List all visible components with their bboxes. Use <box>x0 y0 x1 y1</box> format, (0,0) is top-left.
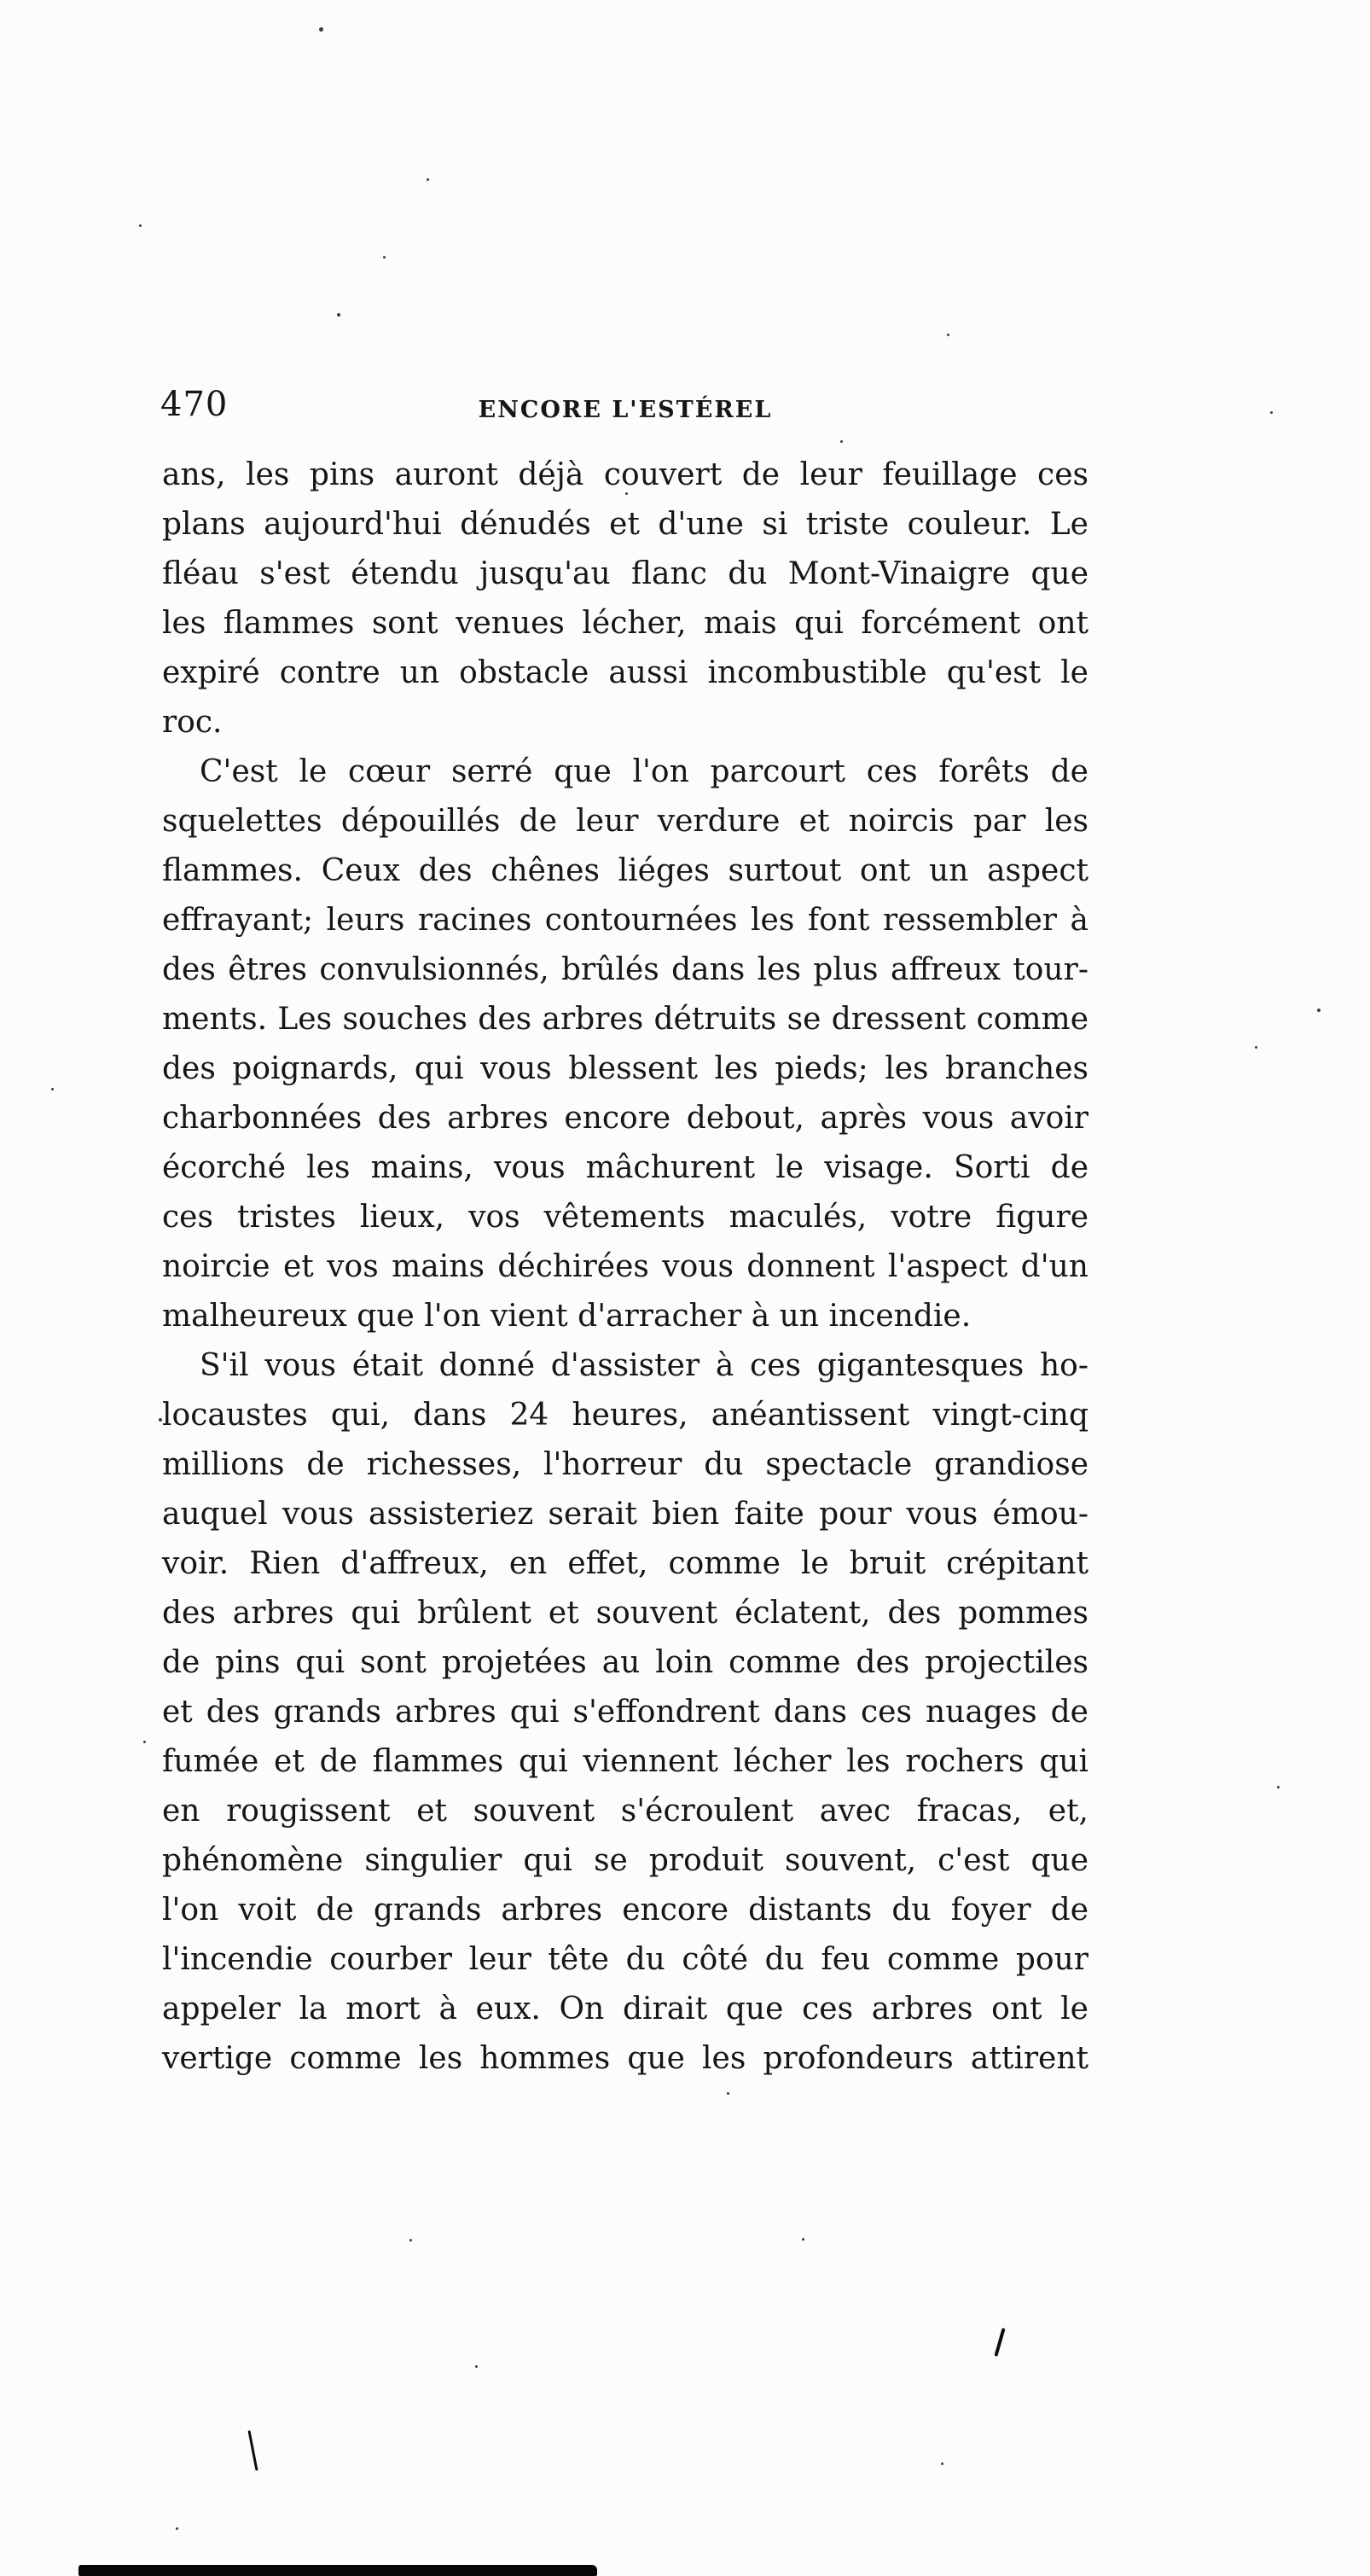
text-line: auquel vous assisteriez serait bien faite pour vous émou- <box>162 1497 1088 1532</box>
backslash-mark <box>247 2430 258 2471</box>
text-line: millions de richesses, l'horreur du spectacle grandiose <box>162 1447 1088 1482</box>
scan-speck <box>1255 1046 1257 1049</box>
text-line: de pins qui sont projetées au loin comme des projectiles <box>162 1645 1088 1680</box>
text-line: locaustes qui, dans 24 heures, anéantissent vingt-cinq <box>162 1398 1088 1433</box>
paragraph <box>162 451 1088 747</box>
scan-speck <box>159 1418 162 1422</box>
scan-speck <box>427 178 429 181</box>
scan-speck <box>727 2092 729 2095</box>
text-line: flammes. Ceux des chênes liéges surtout ont un aspect <box>162 853 1088 888</box>
text-line: écorché les mains, vous mâchurent le visage. Sorti de <box>162 1150 1088 1185</box>
scan-speck <box>1317 1009 1321 1012</box>
scan-speck <box>383 256 386 259</box>
scan-speck <box>143 1741 146 1743</box>
text-block <box>162 451 1088 2084</box>
text-line: et des grands arbres qui s'effondrent dans ces nuages de <box>162 1695 1088 1730</box>
text-line: S'il vous était donné d'assister à ces gigantesques ho- <box>200 1348 1088 1383</box>
scan-speck <box>139 224 142 227</box>
scan-speck <box>625 492 628 495</box>
text-line: les flammes sont venues lécher, mais qui forcément ont <box>162 606 1088 641</box>
text-line: des arbres qui brûlent et souvent éclatent, des pommes <box>162 1596 1088 1631</box>
text-line: expiré contre un obstacle aussi incombustible qu'est le <box>162 655 1088 690</box>
scan-speck <box>51 1088 54 1090</box>
scan-speck <box>475 2365 478 2368</box>
paragraph <box>162 1341 1088 2084</box>
text-line: l'on voit de grands arbres encore distants du foyer de <box>162 1893 1088 1928</box>
text-line: squelettes dépouillés de leur verdure et noircis par les <box>162 804 1088 839</box>
text-line: C'est le cœur serré que l'on parcourt ces forêts de <box>200 754 1088 789</box>
text-line: l'incendie courber leur tête du côté du feu comme pour <box>162 1942 1088 1977</box>
text-line: malheureux que l'on vient d'arracher à un incendie. <box>162 1299 972 1334</box>
text-line: appeler la mort à eux. On dirait que ces arbres ont le <box>162 1992 1088 2026</box>
scan-speck <box>840 440 843 443</box>
scan-speck <box>176 2527 178 2530</box>
scan-speck <box>1277 1786 1280 1788</box>
text-line: fléau s'est étendu jusqu'au flanc du Mont-Vinaigre que <box>162 556 1088 591</box>
text-line: des poignards, qui vous blessent les pieds; les branches <box>162 1051 1088 1086</box>
text-line: plans aujourd'hui dénudés et d'une si triste couleur. Le <box>162 507 1088 542</box>
text-line: noircie et vos mains déchirées vous donnent l'aspect d'un <box>162 1249 1088 1284</box>
text-line: effrayant; leurs racines contournées les font ressembler à <box>162 903 1088 938</box>
text-line: ments. Les souches des arbres détruits se dressent comme <box>162 1002 1088 1037</box>
scan-speck <box>802 2238 804 2241</box>
text-line: fumée et de flammes qui viennent lécher les rochers qui <box>162 1744 1088 1779</box>
text-line: voir. Rien d'affreux, en effet, comme le bruit crépitant <box>162 1546 1088 1581</box>
scan-speck <box>941 2463 943 2465</box>
text-line: en rougissent et souvent s'écroulent avec fracas, et, <box>162 1794 1088 1829</box>
text-line: phénomène singulier qui se produit souvent, c'est que <box>162 1843 1088 1878</box>
scan-speck <box>947 334 949 336</box>
text-line: des êtres convulsionnés, brûlés dans les plus affreux tour- <box>162 952 1088 987</box>
text-line: ces tristes lieux, vos vêtements maculés, votre figure <box>162 1200 1088 1235</box>
text-line: charbonnées des arbres encore debout, après vous avoir <box>162 1101 1088 1136</box>
scan-speck <box>319 27 323 32</box>
scan-speck <box>409 2239 412 2242</box>
scan-speck <box>337 313 340 317</box>
page-number: 470 <box>160 385 229 424</box>
text-line: ans, les pins auront déjà couvert de leur feuillage ces <box>162 457 1088 492</box>
paragraph <box>162 747 1088 1341</box>
bottom-scan-bar <box>78 2565 597 2576</box>
scan-speck <box>1270 411 1273 414</box>
text-line: vertige comme les hommes que les profondeurs attirent <box>162 2041 1088 2076</box>
slash-mark <box>994 2328 1005 2357</box>
running-title: ENCORE L'ESTÉREL <box>478 397 773 423</box>
text-line: roc. <box>162 705 223 740</box>
